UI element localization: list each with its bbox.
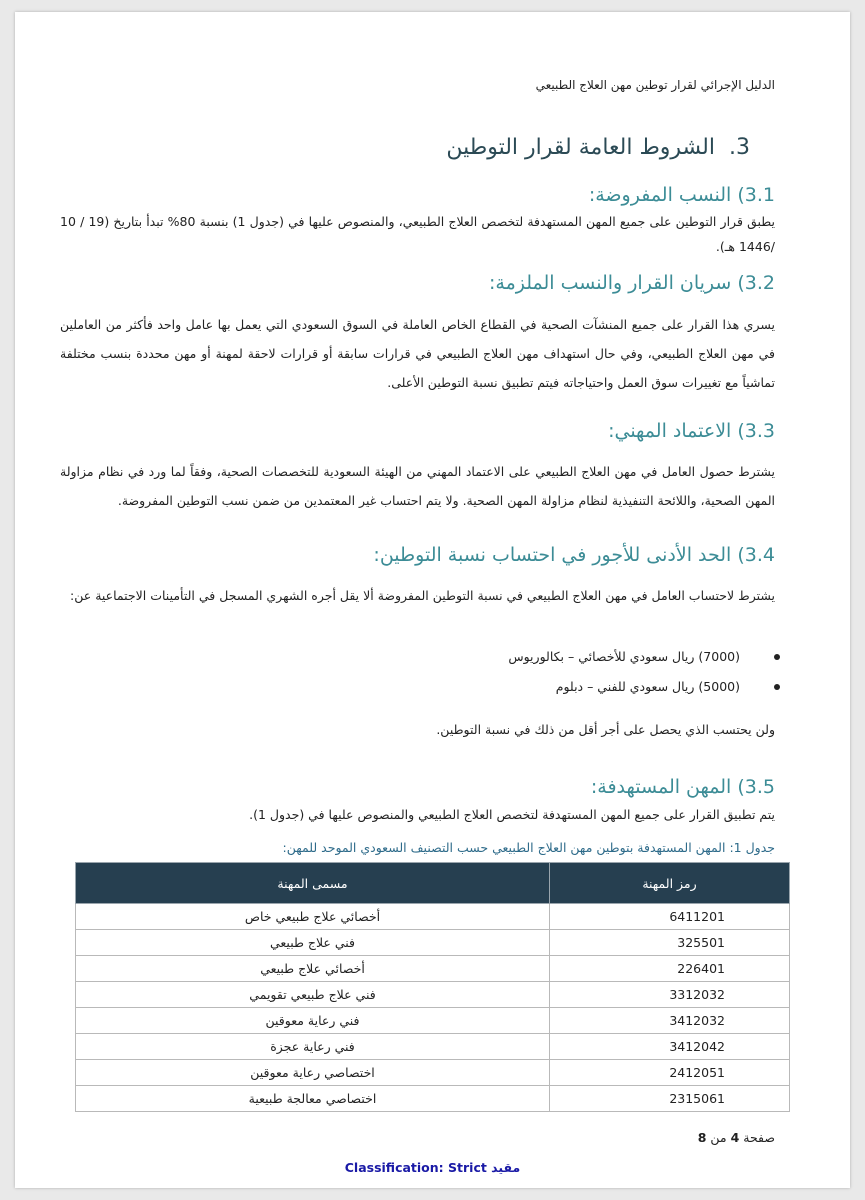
occupation-code: 3412032: [550, 1008, 790, 1034]
chapter-title: الشروط العامة لقرار التوطين: [446, 135, 715, 160]
page-number-total: 8: [697, 1130, 707, 1145]
section-note-3-4: ولن يحتسب الذي يحصل على أجر أقل من ذلك في نسبة التوطين.: [436, 722, 775, 737]
document-page: [15, 12, 850, 1188]
occupation-code: 6411201: [550, 904, 790, 930]
page-number: [698, 1130, 775, 1145]
column-header-code: رمز المهنة: [550, 863, 790, 904]
list-item: (7000) ريال سعودي للأخصائي – بكالوريوس: [508, 642, 780, 672]
section-body-3-4: يشترط لاحتساب العامل في مهن العلاج الطبيعي في نسبة التوطين المفروضة ألا يقل أجره الشهري المسجل في التأمينات الاجتماعية عن:: [70, 588, 775, 603]
section-title-3-1: 3.1) النسب المفروضة:: [588, 184, 775, 206]
list-item: (5000) ريال سعودي للفني – دبلوم: [508, 672, 780, 702]
occupation-name: فني رعاية معوقين: [76, 1008, 550, 1034]
table-row: [76, 904, 790, 930]
section-body-3-2: يسري هذا القرار على جميع المنشآت الصحية في القطاع الخاص العاملة في السوق السعودي التي يعمل بها عامل واحد فأكثر من العاملين في مهن العلاج الطبيعي، وفي حال استهداف مهن العلاج الطبيعي في قرارات سابقة أو قرارات لاحقة لمهنة أو مهن محددة بنسب مختلفة تماشياً مع تغييرات سوق العمل واحتياجاته فيتم تطبيق نسبة التوطين الأعلى.: [60, 317, 775, 390]
page-number-prefix: صفحة: [743, 1130, 775, 1145]
occupation-name: فني علاج طبيعي تقويمي: [76, 982, 550, 1008]
occupation-code: 325501: [550, 930, 790, 956]
page-number-separator: من: [710, 1130, 727, 1145]
section-body-3-3: يشترط حصول العامل في مهن العلاج الطبيعي على الاعتماد المهني من الهيئة السعودية للتخصصات الصحية، وفقاً لما ورد في نظام مزاولة المهن الصحية، واللائحة التنفيذية لنظام مزاولة المهن الصحية. ولا يتم احتساب غير المعتمدين من ضمن نسب التوطين المفروضة.: [60, 464, 775, 508]
chapter-number: 3.: [729, 135, 750, 160]
table-caption: جدول 1: المهن المستهدفة بتوطين مهن العلاج الطبيعي حسب التصنيف السعودي الموحد للمهن:: [282, 840, 775, 855]
table-row: [76, 1008, 790, 1034]
occupation-name: فني رعاية عجزة: [76, 1034, 550, 1060]
table-row: [76, 956, 790, 982]
section-title-3-5: 3.5) المهن المستهدفة:: [590, 776, 775, 798]
occupation-code: 3312032: [550, 982, 790, 1008]
table-header-row: [76, 863, 790, 904]
occupations-table: [75, 862, 790, 1112]
running-header: الدليل الإجرائي لقرار توطين مهن العلاج الطبيعي: [535, 78, 775, 92]
classification-label: مقيد Classification: Strict: [344, 1160, 521, 1175]
section-body-3-1: يطبق قرار التوطين على جميع المهن المستهدفة لتخصص العلاج الطبيعي، والمنصوص عليها في (جدول 1) بنسبة 80% تبدأ بتاريخ (19 / 10 /1446 هـ).: [60, 214, 776, 254]
occupation-code: 226401: [550, 956, 790, 982]
occupation-code: 2412051: [550, 1060, 790, 1086]
chapter-heading: [446, 135, 750, 160]
column-header-name: مسمى المهنة: [76, 863, 550, 904]
section-title-3-4: 3.4) الحد الأدنى للأجور في احتساب نسبة التوطين:: [373, 544, 775, 566]
occupation-name: أخصائي علاج طبيعي: [76, 956, 550, 982]
occupation-code: 2315061: [550, 1086, 790, 1112]
occupation-name: اختصاصي معالجة طبيعية: [76, 1086, 550, 1112]
wage-bullet-list: [508, 642, 780, 702]
table-row: [76, 930, 790, 956]
table-row: [76, 982, 790, 1008]
page-number-current: 4: [730, 1130, 740, 1145]
table-row: [76, 1034, 790, 1060]
occupation-name: أخصائي علاج طبيعي خاص: [76, 904, 550, 930]
section-title-3-2: 3.2) سريان القرار والنسب الملزمة:: [488, 272, 775, 294]
section-body-3-5: يتم تطبيق القرار على جميع المهن المستهدفة لتخصص العلاج الطبيعي والمنصوص عليها في (جدول 1).: [249, 807, 775, 822]
table-row: [76, 1060, 790, 1086]
table-row: [76, 1086, 790, 1112]
section-title-3-3: 3.3) الاعتماد المهني:: [608, 420, 775, 442]
occupation-name: اختصاصي رعاية معوقين: [76, 1060, 550, 1086]
occupation-name: فني علاج طبيعي: [76, 930, 550, 956]
occupation-code: 3412042: [550, 1034, 790, 1060]
